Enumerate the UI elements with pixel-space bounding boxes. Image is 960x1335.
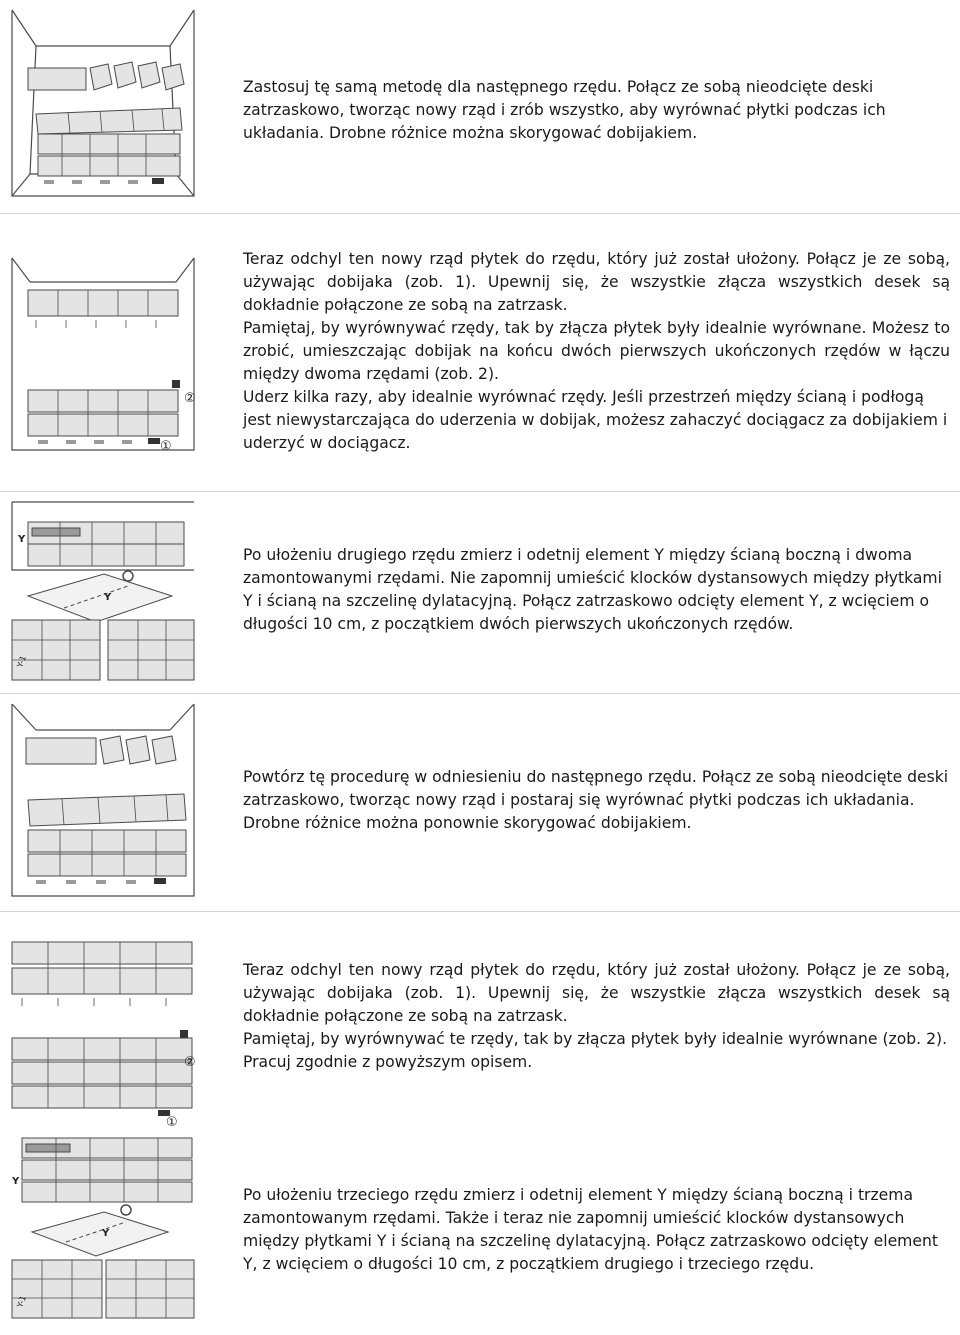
- label-y-cut: Y: [104, 592, 112, 603]
- instruction-step-3: [0, 492, 960, 692]
- paragraph: Teraz odchyl ten nowy rząd płytek do rzędu, który już został ułożony. Połącz je ze sobą, używając dobijaka (zob. 1). Upewnij się, że wszystkie złącza wszystkich desek są dokładnie połączone ze sobą na zatrzask.: [243, 961, 950, 1025]
- callout-1: ①: [166, 1115, 178, 1128]
- callout-2: ②: [184, 391, 196, 406]
- instruction-step-6: [0, 1128, 960, 1335]
- illustration-row-tilting: [8, 254, 198, 454]
- paragraph: Teraz odchyl ten nowy rząd płytek do rzędu, który już został ułożony. Połącz je ze sobą, używając dobijaka (zob. 1). Upewnij się, że wszystkie złącza wszystkich desek są dokładnie połączone ze sobą na zatrzask.: [243, 250, 950, 314]
- illustration-cut-element-y-2: [8, 1132, 198, 1322]
- callout-1: ①: [160, 439, 172, 454]
- paragraph: Powtórz tę procedurę w odniesieniu do następnego rzędu. Połącz ze sobą nieodcięte deski zatrzaskowo, tworząc nowy rząd i postaraj się wyrównać płytki podczas ich układania. Drobne różnice można ponownie skorygować dobijakiem.: [243, 768, 949, 832]
- illustration-next-row: [8, 700, 198, 900]
- instruction-step-1: [0, 0, 960, 212]
- label-y: Y: [18, 534, 26, 545]
- step-text: [243, 544, 950, 636]
- instruction-step-4: [0, 694, 960, 910]
- paragraph: Pamiętaj, by wyrównywać rzędy, tak by złącza płytek były idealnie wyrównane. Możesz to zrobić, umieszczając dobijak na końcu dwóch pierwszych ukończonych rzędów w łączu między dwoma rzędami (zob. 2).: [243, 319, 950, 383]
- step-text: [243, 76, 950, 145]
- instruction-step-2: [0, 214, 960, 490]
- paragraph: Po ułożeniu trzeciego rzędu zmierz i odetnij element Y między ścianą boczną i trzema zamontowanym rzędami. Także i teraz nie zapomnij umieścić klocków dystansowych między płytkami Y i ścianą na szczelinę dylatacyjną. Połącz zatrzaskowo odcięty element Y, z wcięciem o długości 10 cm, z początkiem drugiego i trzeciego rzędu.: [243, 1186, 938, 1273]
- label-y-1: Y-1: [15, 1294, 28, 1309]
- label-y-cut: Y: [102, 1228, 110, 1239]
- paragraph: Pamiętaj, by wyrównywać te rzędy, tak by złącza płytek były idealnie wyrównane (zob. 2). Pracuj zgodnie z powyższym opisem.: [243, 1030, 948, 1071]
- illustration-row-tilting-2: [8, 938, 198, 1128]
- label-y-1: Y-1: [15, 654, 28, 669]
- instruction-step-5: [0, 912, 960, 1152]
- step-text: [243, 959, 950, 1074]
- step-text: [243, 766, 950, 835]
- illustration-cut-element-y: [8, 498, 198, 686]
- paragraph: Zastosuj tę samą metodę dla następnego rzędu. Połącz ze sobą nieodcięte deski zatrzaskowo, tworząc nowy rząd i zrób wszystko, aby wyrównać płytki podczas ich układania. Drobne różnice można skorygować dobijakiem.: [243, 78, 886, 142]
- label-y: Y: [12, 1176, 20, 1187]
- callout-2: ②: [184, 1055, 196, 1070]
- illustration-row-laying: [8, 6, 198, 202]
- step-text: [243, 248, 950, 455]
- paragraph: Po ułożeniu drugiego rzędu zmierz i odetnij element Y między ścianą boczną i dwoma zamontowanymi rzędami. Nie zapomnij umieścić klocków dystansowych między płytkami Y i ścianą na szczelinę dylatacyjną. Połącz zatrzaskowo odcięty element Y, z wcięciem o długości 10 cm, z początkiem dwóch pierwszych ukończonych rzędów.: [243, 546, 942, 633]
- step-text: [243, 1184, 950, 1276]
- paragraph: Uderz kilka razy, aby idealnie wyrównać rzędy. Jeśli przestrzeń między ścianą i podłogą jest niewystarczająca do uderzenia w dobijak, możesz zahaczyć dociągacz za dobijakiem i uderzyć w dociągacz.: [243, 388, 948, 452]
